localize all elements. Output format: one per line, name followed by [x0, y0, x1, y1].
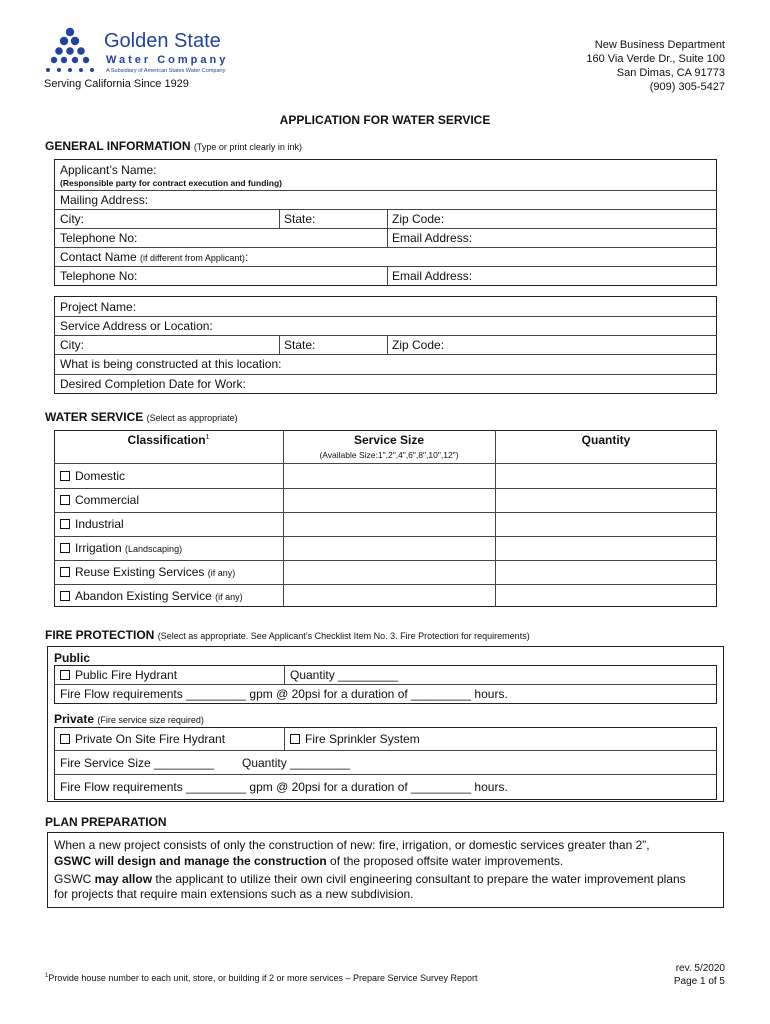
mailing-address-field[interactable]: Mailing Address: [60, 193, 149, 207]
checkbox-icon[interactable] [60, 471, 70, 481]
public-fire-flow-field[interactable]: Fire Flow requirements _________ gpm @ 20psi for a duration of _________ hours. [60, 687, 508, 701]
checkbox-icon[interactable] [60, 543, 70, 553]
page-title: APPLICATION FOR WATER SERVICE [279, 113, 491, 127]
private-hydrant-option[interactable]: Private On Site Fire Hydrant [60, 732, 225, 746]
water-row-domestic[interactable]: Domestic [60, 469, 125, 483]
project-state-field[interactable]: State: [284, 338, 316, 352]
dept-phone: (909) 305-5427 [649, 81, 725, 93]
water-row-industrial[interactable]: Industrial [60, 517, 124, 531]
footnote: $^1$Provide house number to each unit, store, or building if 2 or more services – Prepare Service Survey Report [45, 973, 478, 983]
contact-telephone-field[interactable]: Telephone No: [60, 269, 138, 283]
dept-address [586, 38, 725, 94]
private-quantity-field[interactable]: Quantity _________ [242, 756, 351, 770]
dept-name: New Business Department [594, 39, 725, 51]
state-field[interactable]: State: [284, 212, 316, 226]
service-address-field[interactable]: Service Address or Location: [60, 319, 213, 333]
checkbox-icon[interactable] [60, 495, 70, 505]
general-note: (Type or print clearly in ink) [193, 142, 302, 152]
address-line1: 160 Via Verde Dr., Suite 100 [586, 53, 725, 65]
company-logo [40, 26, 102, 76]
col-quantity: Quantity [581, 433, 631, 447]
city-field[interactable]: City: [60, 212, 84, 226]
email-field[interactable]: Email Address: [392, 231, 473, 245]
sprinkler-option[interactable]: Fire Sprinkler System [290, 732, 420, 746]
checkbox-icon[interactable] [60, 567, 70, 577]
water-row-reuse[interactable]: Reuse Existing Services (if any) [60, 565, 235, 579]
applicant-note: (Responsible party for contract execution and funding) [60, 178, 282, 188]
water-row-commercial[interactable]: Commercial [60, 493, 139, 507]
subsidiary-note: A Subsidiary of American States Water Company [106, 68, 226, 74]
fire-service-size-field[interactable]: Fire Service Size _________ [60, 756, 215, 770]
col-classification: Classification$^1$ [127, 433, 210, 447]
public-hydrant-option[interactable]: Public Fire Hydrant [60, 668, 177, 682]
general-heading: GENERAL INFORMATION (Type or print clearly in ink) [45, 139, 302, 153]
water-row-abandon[interactable]: Abandon Existing Service (if any) [60, 589, 243, 603]
project-name-field[interactable]: Project Name: [60, 300, 137, 314]
address-line2: San Dimas, CA 91773 [616, 67, 725, 79]
page-number: Page 1 of 5 [673, 976, 725, 987]
plan-paragraph-1: When a new project consists of only the construction of new: fire, irrigation, or domestic services greater than 2”, GSWC will design and manage the construction of the proposed offsite water improvements. [54, 838, 650, 868]
plan-preparation-heading: PLAN PREPARATION [45, 815, 167, 829]
completion-date-field[interactable]: Desired Completion Date for Work: [60, 377, 246, 391]
construction-type-field[interactable]: What is being constructed at this location: [60, 357, 282, 371]
water-row-irrigation[interactable]: Irrigation (Landscaping) [60, 541, 182, 555]
col-service-size: Service Size [353, 433, 425, 447]
checkbox-icon[interactable] [60, 519, 70, 529]
zip-field[interactable]: Zip Code: [392, 212, 445, 226]
private-fire-flow-field[interactable]: Fire Flow requirements _________ gpm @ 20psi for a duration of _________ hours. [60, 780, 508, 794]
water-service-note: (Select as appropriate) [146, 413, 238, 423]
project-city-field[interactable]: City: [60, 338, 84, 352]
private-label: Private (Fire service size required) [54, 712, 204, 726]
public-quantity-field[interactable]: Quantity _________ [290, 668, 399, 682]
plan-paragraph-2: GSWC may allow the applicant to utilize their own civil engineering consultant to prepare the water improvement plans for projects that require main extensions such as a new subdivision. [54, 872, 686, 901]
checkbox-icon[interactable] [60, 670, 70, 680]
applicant-name-field[interactable]: Applicant’s Name: [60, 163, 157, 177]
contact-email-field[interactable]: Email Address: [392, 269, 473, 283]
revision-date: rev. 5/2020 [675, 963, 725, 974]
fire-protection-heading: FIRE PROTECTION (Select as appropriate. See Applicant’s Checklist Item No. 3. Fire Protection for requirements) [45, 628, 530, 642]
company-subname: Water Company [106, 54, 229, 66]
checkbox-icon[interactable] [60, 591, 70, 601]
telephone-field[interactable]: Telephone No: [60, 231, 138, 245]
company-name: Golden State [104, 30, 221, 52]
revision-and-page [674, 962, 725, 988]
checkbox-icon[interactable] [60, 734, 70, 744]
checkbox-icon[interactable] [290, 734, 300, 744]
fire-protection-note: (Select as appropriate. See Applicant’s Checklist Item No. 3. Fire Protection for requirements) [157, 631, 530, 641]
service-size-note: (Available Size:1",2",4",6",8",10",12") [319, 450, 459, 460]
contact-name-field[interactable]: Contact Name (if different from Applicant): [60, 250, 249, 264]
project-zip-field[interactable]: Zip Code: [392, 338, 445, 352]
public-label: Public [54, 651, 91, 665]
water-service-heading: WATER SERVICE (Select as appropriate) [45, 410, 238, 424]
serving-tagline: Serving California Since 1929 [44, 78, 189, 90]
